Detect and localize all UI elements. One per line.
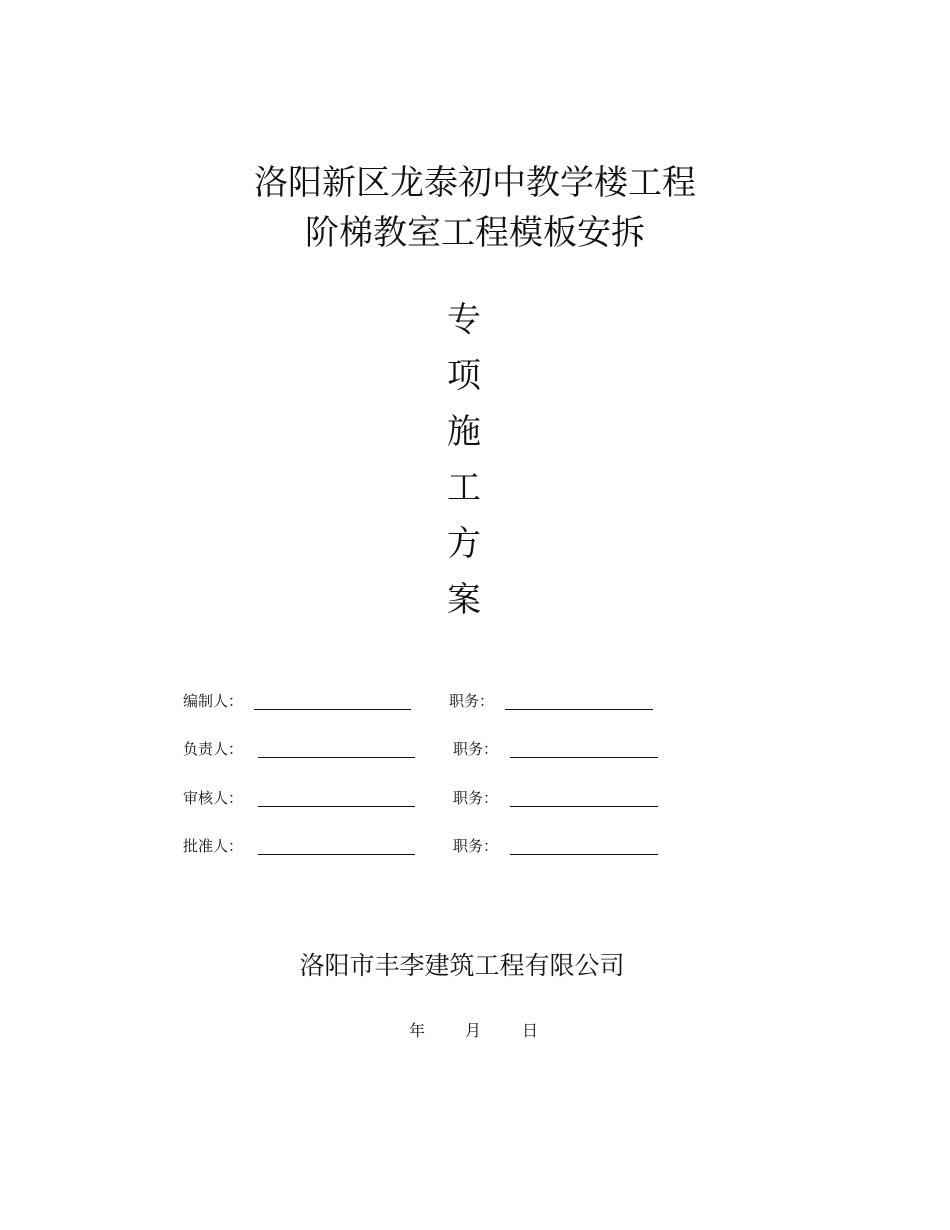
date-day-label: 日 (522, 1021, 539, 1040)
reviewer-duty-label: 职务： (453, 789, 499, 807)
responsible-name-field[interactable] (258, 757, 415, 758)
signature-row-responsible (183, 737, 663, 761)
compiler-name-field[interactable] (254, 709, 411, 710)
approver-name-field[interactable] (258, 854, 415, 855)
vertical-title-char: 方 (447, 524, 481, 564)
signature-row-approver (183, 834, 663, 858)
reviewer-duty-field[interactable] (510, 806, 658, 807)
vertical-title-char: 施 (447, 412, 481, 452)
responsible-duty-label: 职务： (453, 740, 499, 758)
responsible-duty-field[interactable] (510, 757, 658, 758)
approver-label: 批准人： (183, 837, 244, 855)
compiler-duty-field[interactable] (505, 709, 653, 710)
date-row (0, 1019, 950, 1043)
responsible-label: 负责人： (183, 740, 244, 758)
document-title-line-1: 洛阳新区龙泰初中教学楼工程 (254, 163, 696, 203)
date-year-label: 年 (409, 1021, 426, 1040)
date-month-label: 月 (465, 1021, 482, 1040)
approver-duty-field[interactable] (510, 854, 658, 855)
reviewer-name-field[interactable] (258, 806, 415, 807)
signature-row-compiler (183, 689, 663, 713)
vertical-title-char: 专 (447, 300, 481, 340)
vertical-title-char: 工 (447, 468, 481, 508)
compiler-duty-label: 职务： (449, 692, 495, 710)
company-name: 洛阳市丰李建筑工程有限公司 (299, 951, 625, 980)
vertical-title-char: 项 (447, 356, 481, 396)
compiler-label: 编制人： (183, 692, 244, 710)
signature-row-reviewer (183, 786, 663, 810)
approver-duty-label: 职务： (453, 837, 499, 855)
document-title-line-2: 阶梯教室工程模板安拆 (305, 213, 645, 253)
reviewer-label: 审核人： (183, 789, 244, 807)
vertical-title-char: 案 (447, 580, 481, 620)
